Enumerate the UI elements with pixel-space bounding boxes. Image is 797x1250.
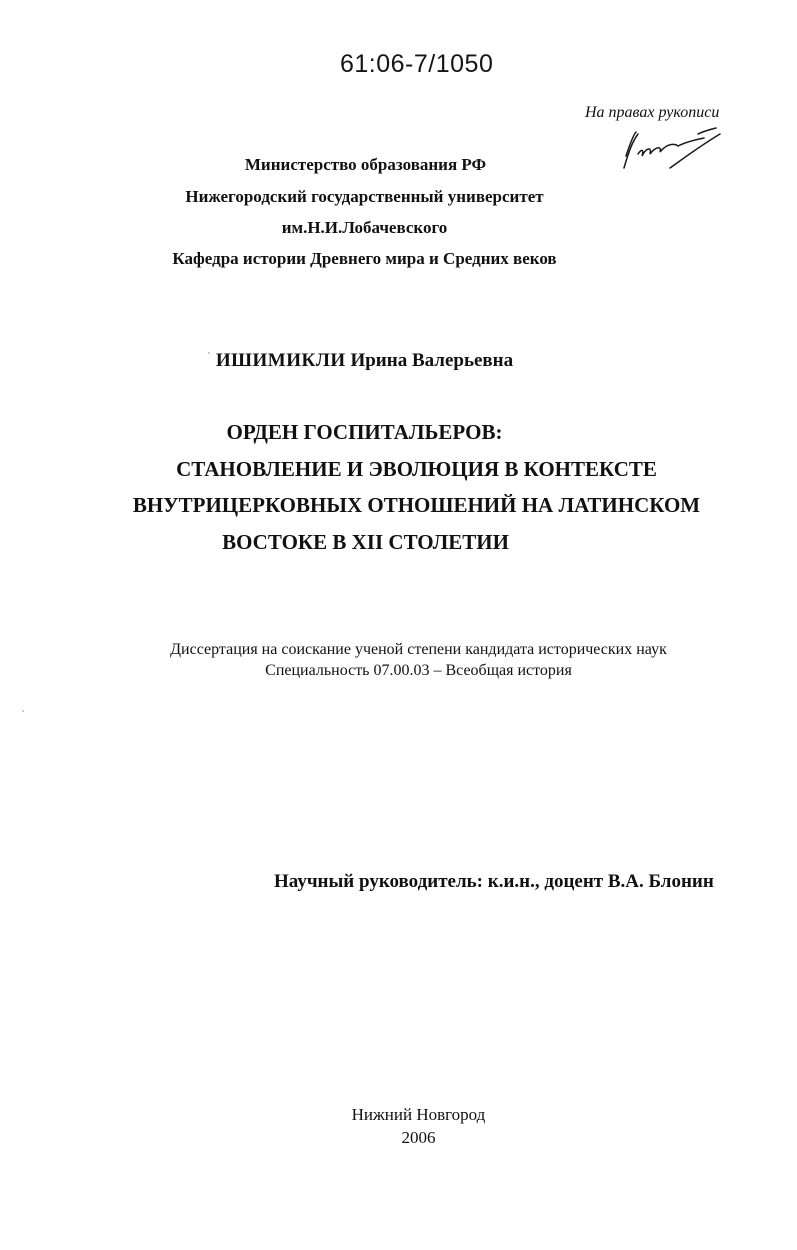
- specialty-line: Специальность 07.00.03 – Всеобщая история: [265, 662, 572, 679]
- title-line-3: ВНУТРИЦЕРКОВНЫХ ОТНОШЕНИЙ НА ЛАТИНСКОМ: [132, 493, 701, 517]
- scan-speck: [208, 352, 210, 354]
- scientific-advisor: Научный руководитель: к.и.н., доцент В.А. Блонин: [274, 871, 714, 892]
- author-given-names: Ирина Валерьевна: [350, 350, 514, 371]
- catalog-number: 61:06-7/1050: [340, 50, 494, 78]
- title-line-1: ОРДЕН ГОСПИТАЛЬЕРОВ:: [226, 420, 503, 444]
- city-line: Нижний Новгород: [351, 1105, 486, 1124]
- scan-speck: [22, 710, 24, 712]
- rights-notice: На правах рукописи: [585, 104, 720, 121]
- university-name-line: им.Н.И.Лобачевского: [281, 218, 448, 237]
- author-surname: ИШИМИКЛИ: [215, 350, 346, 371]
- ministry-line: Министерство образования РФ: [244, 155, 487, 174]
- title-line-2: СТАНОВЛЕНИЕ И ЭВОЛЮЦИЯ В КОНТЕКСТЕ: [176, 457, 657, 481]
- title-line-4: ВОСТОКЕ В XII СТОЛЕТИИ: [222, 530, 509, 554]
- author-name: [0, 350, 763, 372]
- university-line: Нижегородский государственный университет: [185, 187, 544, 206]
- year-line: 2006: [401, 1128, 436, 1147]
- department-line: Кафедра истории Древнего мира и Средних веков: [172, 249, 557, 268]
- dissertation-note: Диссертация на соискание ученой степени кандидата исторических наук: [170, 641, 667, 658]
